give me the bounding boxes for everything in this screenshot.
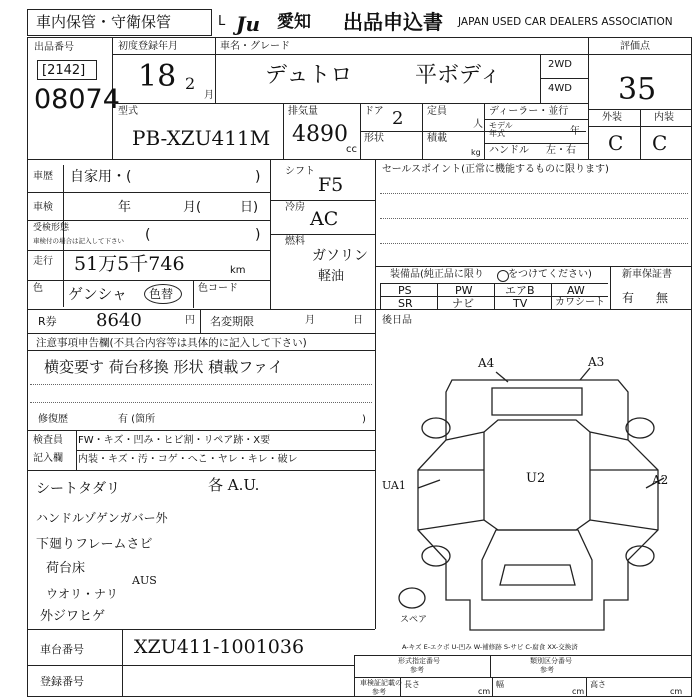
ju-logo-text: Ju [236, 12, 261, 36]
shape-class-label: 形式指定番号 [398, 657, 440, 665]
equip-ps[interactable]: PS [398, 284, 412, 297]
length-unit: cm [478, 687, 491, 696]
ac-value: AC [310, 208, 339, 230]
model-name-label: 車名・グレード [220, 41, 290, 52]
handwritten-line4: 荷台床 [46, 561, 86, 576]
shift-label: シフト [285, 166, 315, 177]
damage-mark-a2: A2 [652, 473, 669, 487]
first-reg-label: 初度登録年月 [118, 41, 178, 52]
fuel-value: ガソリン [312, 248, 368, 264]
category-ref: 参考 [540, 666, 554, 674]
drive-4wd[interactable]: 4WD [548, 83, 572, 94]
shift-value: F5 [318, 174, 344, 196]
notes-label: 注意事項申告欄(不具合内容等は具体的に記入して下さい) [36, 337, 307, 349]
capacity-unit: 人 [473, 119, 483, 130]
chassis-value: XZU411-1001036 [134, 636, 305, 658]
sales-point-label: セールスポイント(正常に機能するものに限ります) [382, 164, 609, 175]
displacement-value: 4890 [292, 122, 348, 147]
mileage-unit: km [230, 265, 246, 276]
header-mark: L [218, 14, 226, 29]
color-value: ゲンシャ [68, 285, 128, 303]
history-value: 自家用・( [70, 169, 132, 185]
recycle-unit: 円 [185, 315, 195, 326]
dealer-label: ディーラー・並行 [489, 106, 569, 117]
model-year-label: モデル年式 [489, 121, 513, 138]
name-change-label: 名変期限 [210, 315, 254, 328]
equip-tv[interactable]: TV [513, 297, 528, 310]
damage-mark-a3: A3 [588, 355, 605, 369]
shape-class-ref: 参考 [410, 666, 424, 674]
history-label: 車歴 [33, 171, 53, 182]
lot-label: 出品番号 [34, 42, 74, 53]
name-change-day: 日 [353, 315, 363, 326]
displacement-unit: cc [346, 144, 357, 155]
first-reg-year: 18 [138, 59, 177, 94]
handle-label: ハンドル [489, 145, 529, 156]
damage-legend: A-キズ E-エクボ U-凹み W-補修跡 S-サビ C-腐食 XX-交換済 [402, 643, 578, 651]
equip-pw[interactable]: PW [455, 284, 473, 297]
inspection-label: 車検 [33, 202, 53, 213]
damage-mark-u2: U2 [526, 471, 546, 486]
load-label: 積載 [427, 133, 447, 144]
lot-subcode: [2142] [42, 63, 86, 78]
receipt-label: 受検形態 [33, 223, 70, 233]
storage-label: 車内保管・守衛保管 [36, 13, 172, 31]
inspection-month: 月( [183, 200, 202, 215]
fuel-alt: 軽油 [318, 269, 345, 284]
handwritten-line1-extra: 各 A.U. [208, 476, 260, 494]
doors-shape-label: 形状 [364, 133, 384, 144]
inspection-year: 年 [118, 200, 132, 215]
warranty-label: 新車保証書 [622, 269, 672, 280]
mileage-value: 51万5千746 [74, 253, 185, 275]
association-name: JAPAN USED CAR DEALERS ASSOCIATION [458, 16, 673, 28]
doors-value: 2 [392, 108, 404, 129]
displacement-label: 排気量 [288, 106, 318, 117]
score-int-value: C [652, 131, 668, 155]
model-grade: 平ボディ [415, 63, 502, 88]
later-label: 後日品 [382, 315, 412, 326]
handwritten-line3: 下廻りフレームさビ [36, 537, 153, 552]
repair-close: ) [362, 414, 366, 425]
equip-aw[interactable]: AW [567, 284, 585, 297]
model-name: デュトロ [265, 63, 353, 88]
repair-value: 有 (箇所 [118, 414, 156, 425]
warranty-no[interactable]: 無 [656, 291, 669, 305]
width-label: 幅 [496, 680, 504, 689]
width-unit: cm [572, 687, 585, 696]
drive-2wd[interactable]: 2WD [548, 59, 572, 70]
spare-label: スペア [400, 615, 428, 625]
notes-text: 横変要す 荷台移換 形状 積載ファイ [44, 358, 284, 376]
first-reg-month: 2 [185, 74, 196, 93]
inspector-row2: 内装・キズ・汚・コゲ・へこ・ヤレ・キレ・破レ [78, 454, 298, 465]
color-code-label: 色コード [198, 283, 238, 294]
equipment-label-end: をつけてください) [508, 269, 592, 280]
capacity-label: 定員 [427, 106, 447, 117]
category-label: 類別区分番号 [530, 657, 572, 665]
dims-ref: 参考 [372, 688, 386, 696]
org-name: 愛知 [277, 12, 311, 32]
receipt-open: ( [145, 227, 151, 243]
load-unit: kg [471, 148, 481, 157]
record-label: 記入欄 [33, 453, 63, 464]
handwritten-line4-extra: AUS [132, 574, 157, 587]
equip-navi[interactable]: ナビ [452, 297, 474, 310]
doors-label: ドア [364, 106, 384, 117]
inspection-day: 日) [240, 200, 259, 215]
handwritten-line5: ウオリ・ナリ [46, 587, 119, 601]
first-reg-month-unit: 月 [204, 90, 214, 101]
chassis-label: 車台番号 [40, 643, 84, 656]
ac-label: 冷房 [285, 202, 305, 213]
name-change-month: 月 [305, 315, 315, 326]
score-label: 評価点 [620, 41, 650, 52]
recycle-label: R券 [38, 315, 57, 328]
color-alt: 色替 [149, 287, 174, 301]
handwritten-line1: シートタダリ [36, 481, 120, 497]
damage-mark-ua1: UA1 [382, 479, 406, 492]
type-code-value: PB-XZU411M [132, 126, 271, 150]
repair-label: 修復歴 [38, 414, 68, 425]
height-unit: cm [670, 687, 683, 696]
model-year-unit: 年 [570, 126, 580, 137]
form-title: 出品申込書 [343, 10, 443, 34]
type-code-label: 型式 [118, 106, 138, 117]
equip-leather-seat[interactable]: カワシート [555, 297, 605, 308]
height-label: 高さ [590, 680, 606, 689]
equip-sr[interactable]: SR [398, 297, 413, 310]
lot-number: 08074 [34, 84, 120, 115]
receipt-note: 車検付の場合は記入して下さい [33, 237, 124, 245]
registration-label: 登録番号 [40, 675, 84, 688]
equipment-label: 装備品(純正品に限り [390, 269, 484, 280]
score-ext-value: C [608, 131, 624, 155]
handle-options[interactable]: 左・右 [546, 145, 576, 156]
recycle-value: 8640 [96, 310, 142, 331]
color-label: 色 [33, 283, 43, 294]
receipt-close: ) [255, 227, 261, 243]
fuel-label: 燃料 [285, 236, 305, 247]
dims-label: 車検証記載の [360, 679, 402, 687]
score-ext-label: 外装 [602, 112, 622, 123]
mileage-label: 走行 [33, 256, 53, 267]
equip-airbag[interactable]: エアB [505, 284, 535, 297]
handwritten-line2: ハンドルゾゲンガバー外 [36, 511, 168, 525]
warranty-yes[interactable]: 有 [622, 291, 635, 305]
damage-mark-a4: A4 [478, 356, 495, 370]
inspector-row1: FW・キズ・凹み・ヒビ割・リペア跡・X要 [78, 435, 271, 446]
length-label: 長さ [404, 680, 420, 689]
score-value: 35 [618, 72, 657, 107]
inspector-label: 検査員 [33, 435, 63, 446]
handwritten-line6: 外ジワヒゲ [40, 609, 106, 624]
score-int-label: 内装 [654, 112, 674, 123]
history-close: ) [255, 169, 261, 185]
